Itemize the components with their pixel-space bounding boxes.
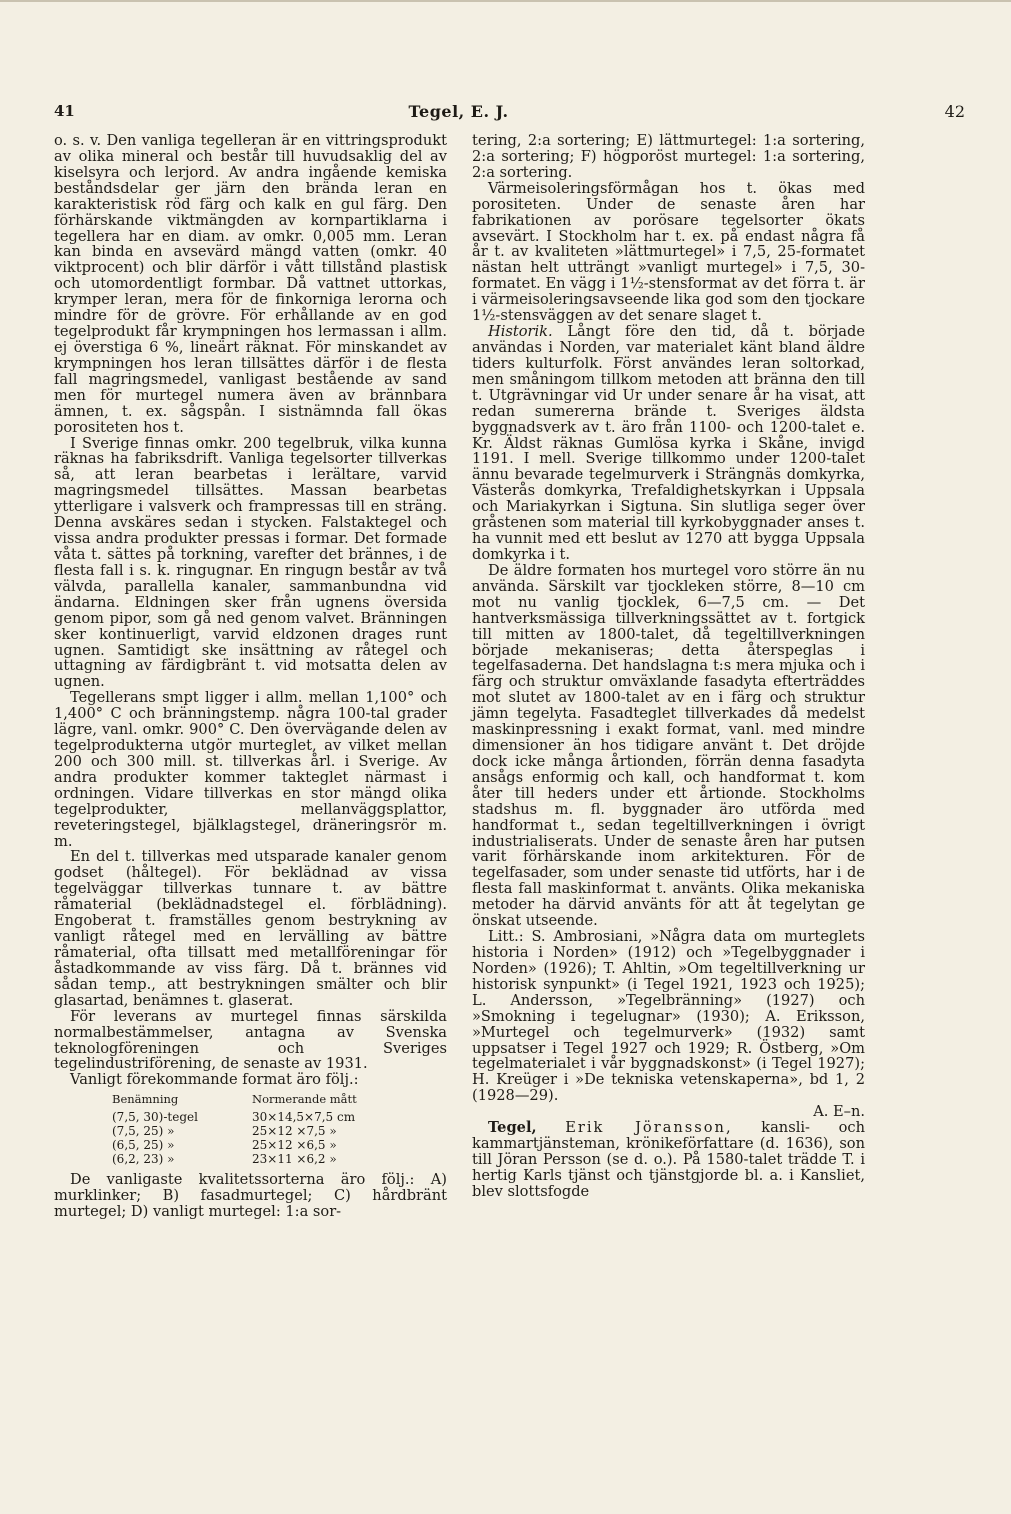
format-size: 23×11 ×6,2 » [252, 1152, 337, 1167]
paragraph: En del t. tillverkas med utsparade kanaler genom godset (håltegel). För beklädnad av vissa tegelväggar tillverkas tunnare t. av bättre råmaterial (beklädnadstegel el. förblädning). Engoberat t. framställes genom bestrykning av vanligt råtegel med en lervälling av bättre råmaterial, ofta tillsatt med metallföreningar för åstadkommande av viss färg. Då t. brännes vid sådan temp., att bestrykningen smälter och blir glasartad, benämnes t. glaserat. [54, 848, 447, 1009]
format-size: 25×12 ×6,5 » [252, 1138, 337, 1153]
paragraph: tering, 2:a sortering; E) lättmurtegel: 1:a sortering, 2:a sortering; F) högporöst murtegel: 1:a sortering, 2:a sortering. [472, 132, 865, 181]
format-name: (7,5, 25) » [112, 1124, 175, 1139]
entry-headword: Tegel, [488, 1119, 537, 1137]
table-row [112, 1138, 442, 1152]
column-header: Normerande mått [252, 1092, 357, 1107]
format-name: (7,5, 30)-tegel [112, 1110, 198, 1125]
running-title: Tegel, E. J. [408, 102, 509, 121]
paragraph: För leverans av murtegel finnas särskilda normalbestämmelser, antagna av Svenska teknologföreningen och Sveriges tegelindustriförening, de senaste av 1931. [54, 1007, 447, 1073]
format-size: 30×14,5×7,5 cm [252, 1110, 356, 1125]
table-row [112, 1124, 442, 1138]
paragraph-text: Långt före den tid, då t. började användas i Norden, var materialet känt bland äldre tiders kulturfolk. Först användes leran soltorkad, men småningom tillkom metoden att bränna den till t. Utgrävningar vid Ur under senare år ha visat, att redan sumererna brände t. Sveriges äldsta byggnadsverk av t. äro från 1100- och 1200-talet e. Kr. Äldst räknas Gumlösa kyrka i Skåne, invigd 1191. I mell. Sverige tillkommo under 1200-talet ännu bevarade tegelmurverk i Strängnäs domkyrka, Västerås domkyrka, Trefaldighetskyrkan i Uppsala och Mariakyrkan i Sigtuna. Sin slutliga seger över gråstenen som material till kyrkobyggnader anses t. ha vunnit med ett beslut av 1270 att bygga Uppsala domkyrka i t. [472, 323, 865, 563]
right-column [472, 133, 865, 1200]
author-signature: A. E–n. [813, 1103, 865, 1121]
format-name: (6,5, 25) » [112, 1138, 175, 1153]
format-size: 25×12 ×7,5 » [252, 1124, 337, 1139]
paragraph: De äldre formaten hos murtegel voro större än nu använda. Särskilt var tjockleken större, 8—10 cm mot nu vanlig tjocklek, 6—7,5 cm. — Det hantverksmässiga tillverkningssättet av t. fortgick till mitten av 1800-talet, då tegeltillverkningen började mekaniseras; detta återspeglas i tegelfasaderna. Det handslagna t:s mera mjuka och i färg och struktur omväxlande fasadyta efterträddes mot slutet av 1800-talet av en i färg och struktur jämn tegelyta. Fasadteglet tillverkades då medelst maskinpressning i exakt format, vanl. med mindre dimensioner än hos tidigare använt t. Det dröjde dock icke många årtionden, förrän denna fasadyta ansågs enformig och kall, och handformat t. kom åter till heders under ett årtionde. Stockholms stadshus m. fl. byggnader äro utförda med handformat t., sedan tegeltillverkningen i övrigt industrialiserats. Under de senaste åren har putsen varit förhärskande inom arkitekturen. För de tegelfasader, som under senaste tid utförts, har i de flesta fall maskinformat t. använts. Olika mekaniska metoder ha därvid använts för att åt tegelytan ge önskat utseende. [472, 561, 865, 930]
entry-given-name: Erik Jöransson, [565, 1119, 733, 1137]
table-row [112, 1152, 442, 1166]
left-column [54, 133, 447, 1220]
entry-paragraph [472, 1120, 865, 1200]
paragraph: Vanligt förekommande format äro följ.: [70, 1071, 359, 1089]
paragraph-literature: Litt.: S. Ambrosiani, »Några data om murteglets historia i Norden» (1912) och »Tegelbyggnader i Norden» (1926); T. Ahltin, »Om tegeltillverkning ur historisk synpunkt» (i Tegel 1921, 1923 och 1925); L. Andersson, »Tegelbränning» (1927) och »Smokning i tegelugnar» (1930); A. Eriksson, »Murtegel och tegelmurverk» (1932) samt uppsatser i Tegel 1927 och 1929; R. Östberg, »Om tegelmaterialet i vår byggnadskonst» (i Tegel 1927); H. Kreüger i »De tekniska vetenskaperna», bd 1, 2 (1928—29). [472, 928, 865, 1105]
format-table [112, 1092, 442, 1166]
paragraph-historik [472, 324, 865, 563]
paragraph: I Sverige finnas omkr. 200 tegelbruk, vilka kunna räknas ha fabriksdrift. Vanliga tegelsorter tillverkas så, att leran bearbetas i lerältare, varvid magringsmedel tillsättes. Massan bearbetas ytterligare i valsverk och frampressas till en sträng. Denna avskäres sedan i stycken. Falstaktegel och vissa andra produkter pressas i formar. Det formade våta t. sättes på torkning, varefter det brännes, i de flesta fall i s. k. ringugnar. En ringugn består av två välvda, parallella kanaler, sammanbundna vid ändarna. Eldningen sker från ugnens översida genom pipor, som gå ned genom valvet. Bränningen sker kontinuerligt, varvid eldzonen drages runt ugnen. Samtidigt ske insättning av råtegel och uttagning av färdigbränt t. vid motsatta delen av ugnen. [54, 434, 447, 691]
page-top-edge [0, 0, 1011, 2]
page-header [54, 102, 965, 124]
paragraph: De vanligaste kvalitetssorterna äro följ.: A) murklinker; B) fasadmurtegel; C) hårdbränt murtegel; D) vanligt murtegel: 1:a sor- [54, 1171, 447, 1221]
format-name: (6,2, 23) » [112, 1152, 175, 1167]
column-header: Benämning [112, 1092, 179, 1107]
table-header-row [112, 1092, 442, 1110]
left-page-number: 41 [54, 102, 75, 120]
table-row [112, 1110, 442, 1124]
paragraph-text: kansli- och kammartjänsteman, krönikeförfattare (d. 1636), son till Jöran Persson (se d. o.). På 1580-talet trädde T. i hertig Karls tjänst och tjänstgjorde bl. a. i Kansliet, blev slottsfogde [472, 1119, 865, 1200]
paragraph: Värmeisoleringsförmågan hos t. ökas med porositeten. Under de senaste åren har fabrikationen av porösare tegelsorter ökats avsevärt. I Stockholm har t. ex. på endast några få år t. av kvaliteten »lättmurtegel» i 7,5, 25-formatet nästan helt utträngt »vanligt murtegel» i 7,5, 30-formatet. En vägg i 1½-stensformat av det förra t. är i värmeisoleringsavseende lika god som den tjockare 1½-stensväggen av det senare slaget t. [472, 179, 865, 325]
paragraph: o. s. v. Den vanliga tegelleran är en vittringsprodukt av olika mineral och består till huvudsaklig del av kiselsyra och lerjord. Av andra ingående kemiska beståndsdelar ger järn den brända leran en karakteristisk röd färg och kalk en gul färg. Den förhärskande viktmängden av kornpartiklarna i tegellera har en diam. av omkr. 0,005 mm. Leran kan binda en avsevärd mängd vatten (omkr. 40 viktprocent) och blir därför i vått tillstånd plastisk och utomordentligt formbar. Då vattnet uttorkas, krymper leran, mera för de finkorniga lerorna och mindre för de grövre. För erhållande av en god tegelprodukt får krympningen hos lermassan i allm. ej överstiga 6 %, lineärt räknat. För minskandet av krympningen hos leran tillsättes därför i de flesta fall magringsmedel, vanligast bestående av sand men för murtegel numera även av brännbara ämnen, t. ex. sågspån. I sistnämnda fall ökas porositeten hos t. [54, 132, 447, 436]
section-label: Historik. [488, 323, 553, 341]
right-page-number: 42 [944, 102, 965, 121]
paragraph: Tegellerans smpt ligger i allm. mellan 1,100° och 1,400° C och bränningstemp. några 100-tal grader lägre, vanl. omkr. 900° C. Den övervägande delen av tegelprodukterna utgör murteglet, av vilket mellan 200 och 300 mill. st. tillverkas årl. i Sverige. Av andra produkter kommer takteglet närmast i ordningen. Vidare tillverkas en stor mängd olika tegelprodukter, mellanväggsplattor, reveteringstegel, bjälklagstegel, dräneringsrör m. m. [54, 689, 447, 850]
